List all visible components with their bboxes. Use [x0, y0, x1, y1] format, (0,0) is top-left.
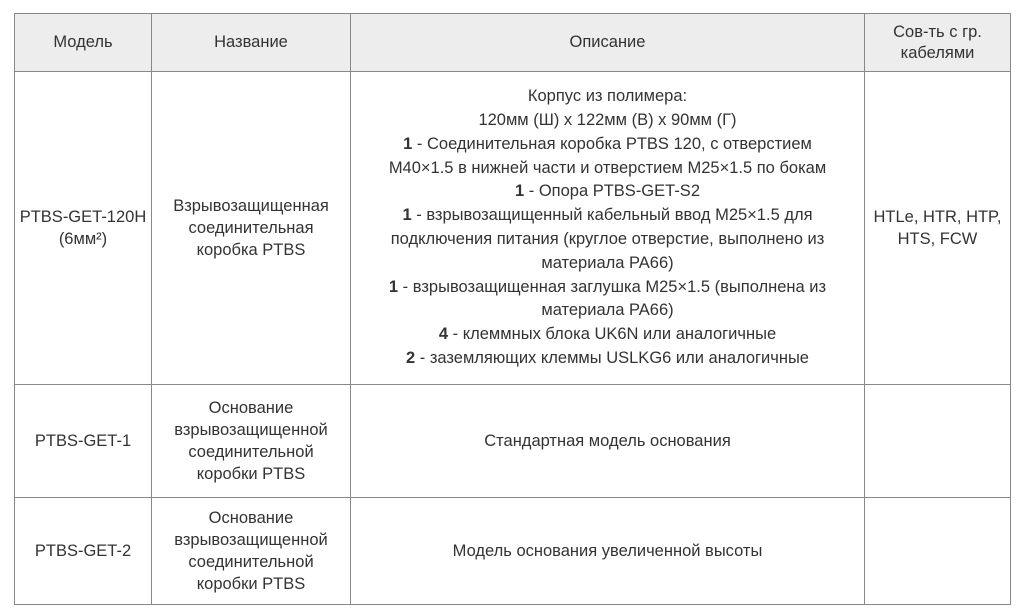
desc-item-line: [351, 204, 864, 228]
model-value: PTBS-GET-1: [34, 431, 132, 450]
desc-item-qty: 1: [402, 206, 412, 225]
table-row: [15, 498, 1011, 605]
name-line3: коробка PTBS: [196, 241, 306, 259]
desc-item-line: [351, 323, 864, 347]
desc-item-line: [351, 347, 864, 371]
name-line1: Основание: [208, 399, 294, 417]
table-row: [15, 72, 1011, 385]
compat-line1: HTLe, HTR, HTP,: [873, 208, 1002, 226]
desc-item-qty: 1: [388, 277, 399, 296]
desc-item-line: [351, 180, 864, 204]
table-header-row: [15, 14, 1011, 72]
desc-item-text: - взрывозащищенный кабельный ввод M25×1.5 для: [411, 206, 813, 225]
header-name-label: Название: [214, 33, 288, 51]
model-line2: (6мм²): [58, 230, 108, 248]
cell-model: [15, 385, 152, 498]
cell-model: [15, 498, 152, 605]
cell-description: [351, 498, 865, 605]
header-cable-compat: [865, 14, 1011, 72]
cell-name: [152, 72, 351, 385]
description-value: Модель основания увеличенной высоты: [452, 541, 763, 560]
cell-cable-compat: [865, 498, 1011, 605]
cell-model: [15, 72, 152, 385]
cell-description: [351, 385, 865, 498]
desc-item-line: [351, 276, 864, 300]
desc-item-continuation: M40×1.5 в нижней части и отверстием M25×1.5 по бокам: [388, 158, 827, 177]
product-spec-table: [14, 13, 1011, 605]
desc-item-text: - Опора PTBS-GET-S2: [524, 182, 700, 201]
name-line2: взрывозащищенной: [174, 531, 328, 549]
name-line1: Взрывозащищенная: [173, 197, 329, 215]
desc-item-qty: 1: [514, 182, 525, 201]
cell-name: [152, 385, 351, 498]
header-compat-line2: кабелями: [900, 43, 975, 62]
name-line2: соединительная: [188, 219, 314, 237]
description-value: Стандартная модель основания: [484, 431, 731, 450]
desc-item-line: [351, 133, 864, 157]
desc-item-continuation: подключения питания (круглое отверстие, выполнено из: [390, 230, 825, 248]
cell-cable-compat: [865, 385, 1011, 498]
desc-intro-line2: 120мм (Ш) x 122мм (В) x 90мм (Г): [478, 111, 737, 130]
name-line4: коробки PTBS: [196, 575, 306, 593]
model-value: PTBS-GET-2: [34, 541, 132, 560]
desc-item-qty: 4: [438, 325, 449, 344]
cell-description: [351, 72, 865, 385]
name-line1: Основание: [208, 509, 294, 527]
header-compat-line1: Сов-ть с гр.: [893, 22, 982, 41]
desc-item-qty: 2: [406, 348, 416, 367]
header-name: [152, 14, 351, 72]
compat-line2: HTS, FCW: [897, 230, 978, 248]
model-line1: PTBS-GET-120H: [19, 208, 147, 226]
desc-item-text: - клеммных блока UK6N или аналогичные: [448, 325, 777, 344]
cell-cable-compat: [865, 72, 1011, 385]
desc-item-text: - заземляющих клеммы USLKG6 или аналогичные: [415, 348, 809, 367]
header-model: [15, 14, 152, 72]
table-row: [15, 385, 1011, 498]
desc-item-continuation: материала PA66): [541, 301, 674, 320]
name-line3: соединительной: [188, 553, 314, 571]
desc-intro-line1: Корпус из полимера:: [527, 87, 688, 106]
desc-item-text: - взрывозащищенная заглушка M25×1.5 (выполнена из: [398, 277, 827, 296]
header-description-label: Описание: [569, 33, 646, 51]
cell-name: [152, 498, 351, 605]
header-description: [351, 14, 865, 72]
header-model-label: Модель: [53, 33, 113, 51]
name-line2: взрывозащищенной: [174, 421, 328, 439]
desc-item-qty: 1: [403, 134, 413, 153]
desc-item-continuation: материала PA66): [541, 253, 674, 272]
name-line3: соединительной: [188, 443, 314, 461]
name-line4: коробки PTBS: [196, 465, 306, 483]
desc-item-text: - Соединительная коробка PTBS 120, с отверстием: [412, 134, 812, 153]
